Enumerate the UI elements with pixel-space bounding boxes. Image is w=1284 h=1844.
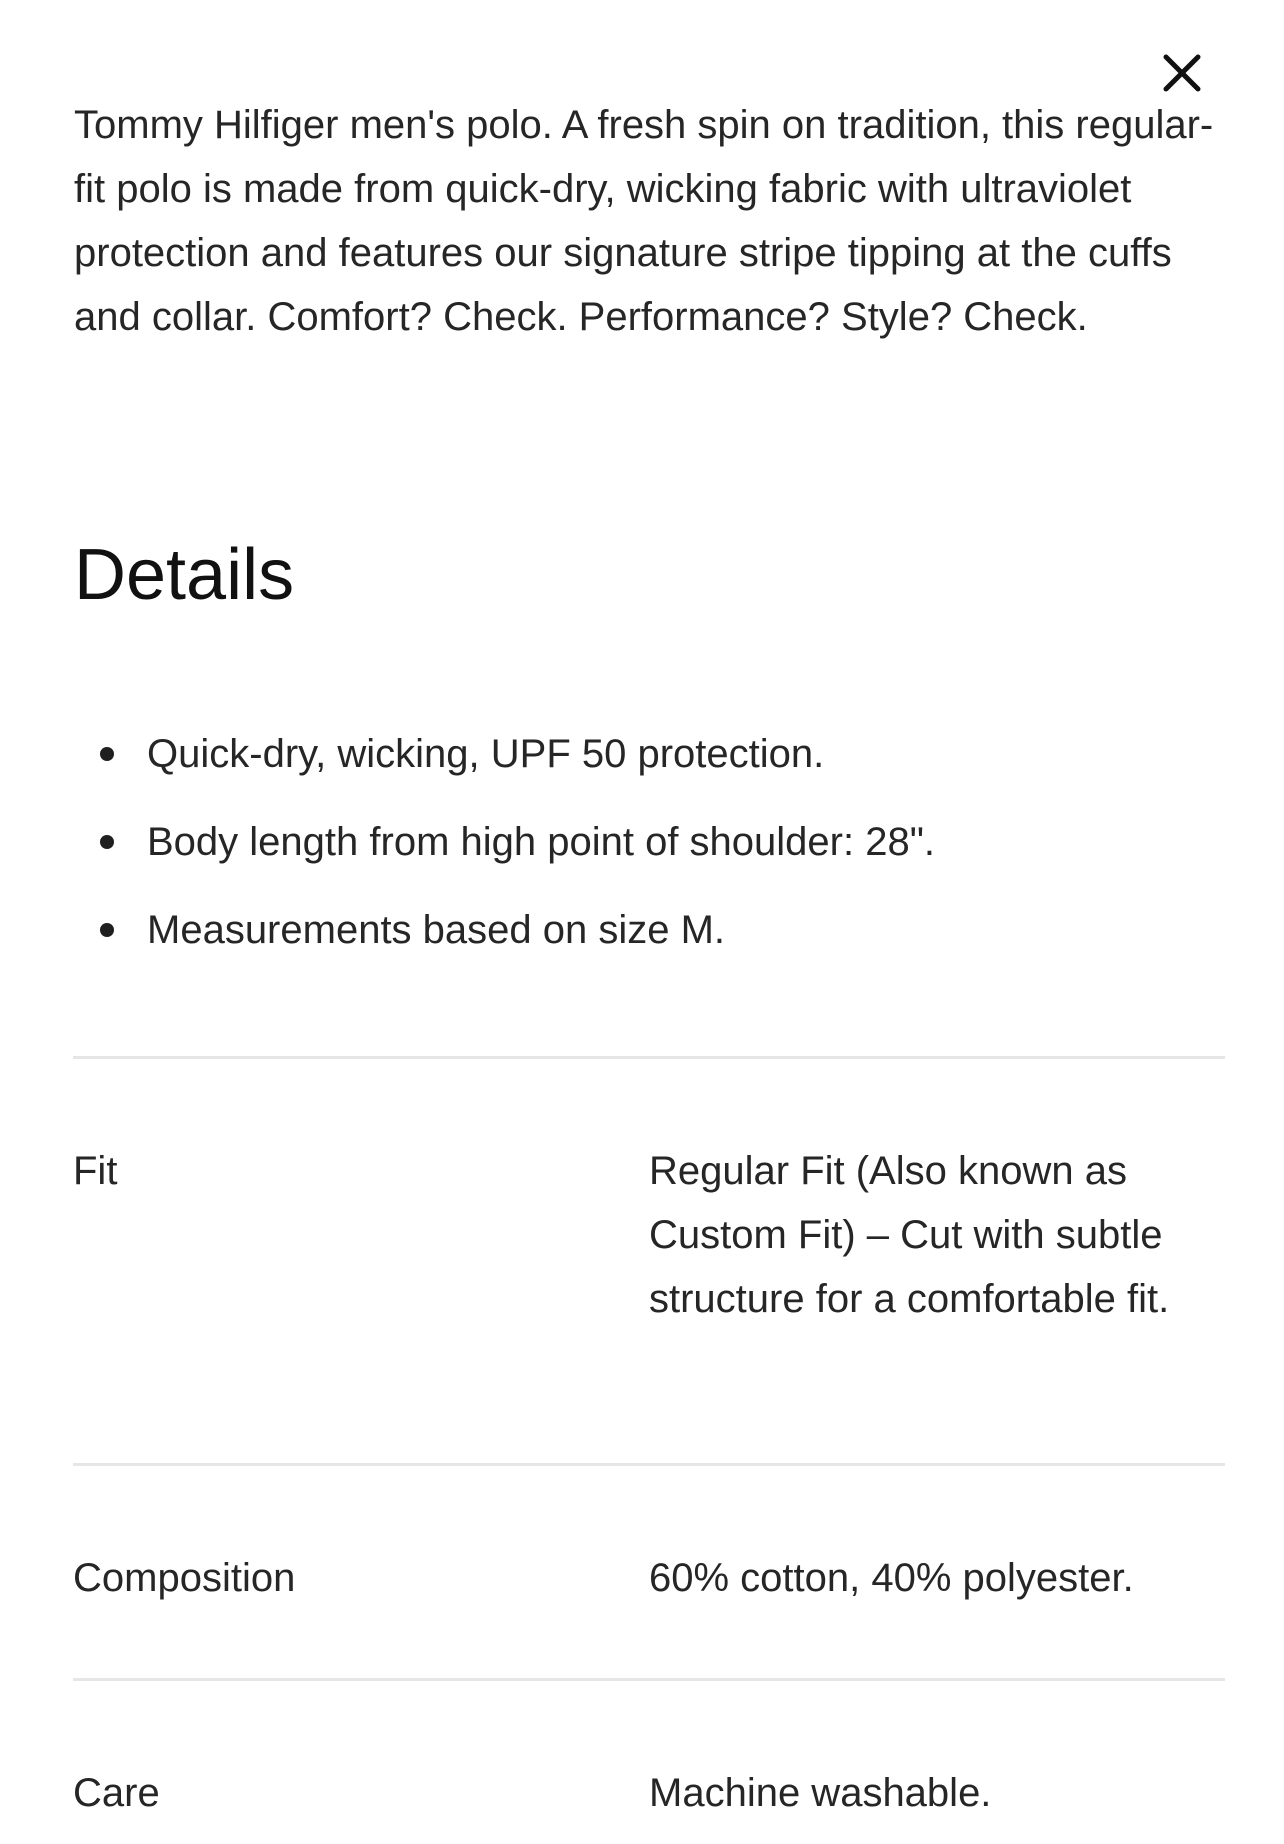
spec-value: Regular Fit (Also known as Custom Fit) – Cut with subtle structure for a comfortable fit. (649, 1149, 1170, 1321)
spec-label: Fit (73, 1149, 118, 1193)
spec-row-care (73, 1681, 1225, 1841)
details-bullet-list (74, 710, 1214, 974)
spec-label: Composition (73, 1556, 296, 1600)
spec-value: 60% cotton, 40% polyester. (649, 1556, 1134, 1600)
spec-value: Machine washable. (649, 1771, 992, 1815)
bullet-dot-icon (100, 747, 114, 761)
details-bullet-item (74, 886, 1214, 974)
details-heading: Details (74, 535, 295, 615)
spec-row-fit (73, 1059, 1225, 1463)
spec-table (73, 1056, 1225, 1841)
spec-row-composition (73, 1466, 1225, 1678)
spec-label: Care (73, 1771, 160, 1815)
bullet-dot-icon (100, 923, 114, 937)
close-icon (1158, 49, 1206, 97)
details-bullet-text: Quick-dry, wicking, UPF 50 protection. (147, 732, 825, 776)
details-bullet-item (74, 710, 1214, 798)
bullet-dot-icon (100, 835, 114, 849)
product-description: Tommy Hilfiger men's polo. A fresh spin on tradition, this regular-fit polo is made from quick-dry, wicking fabric with ultraviolet protection and features our signature stripe tipping at the cuffs and collar. Comfort? Check. Performance? Style? Check. (74, 103, 1214, 339)
details-bullet-text: Measurements based on size M. (147, 908, 726, 952)
details-bullet-text: Body length from high point of shoulder: 28". (147, 820, 936, 864)
details-bullet-item (74, 798, 1214, 886)
close-button[interactable] (1158, 49, 1206, 97)
